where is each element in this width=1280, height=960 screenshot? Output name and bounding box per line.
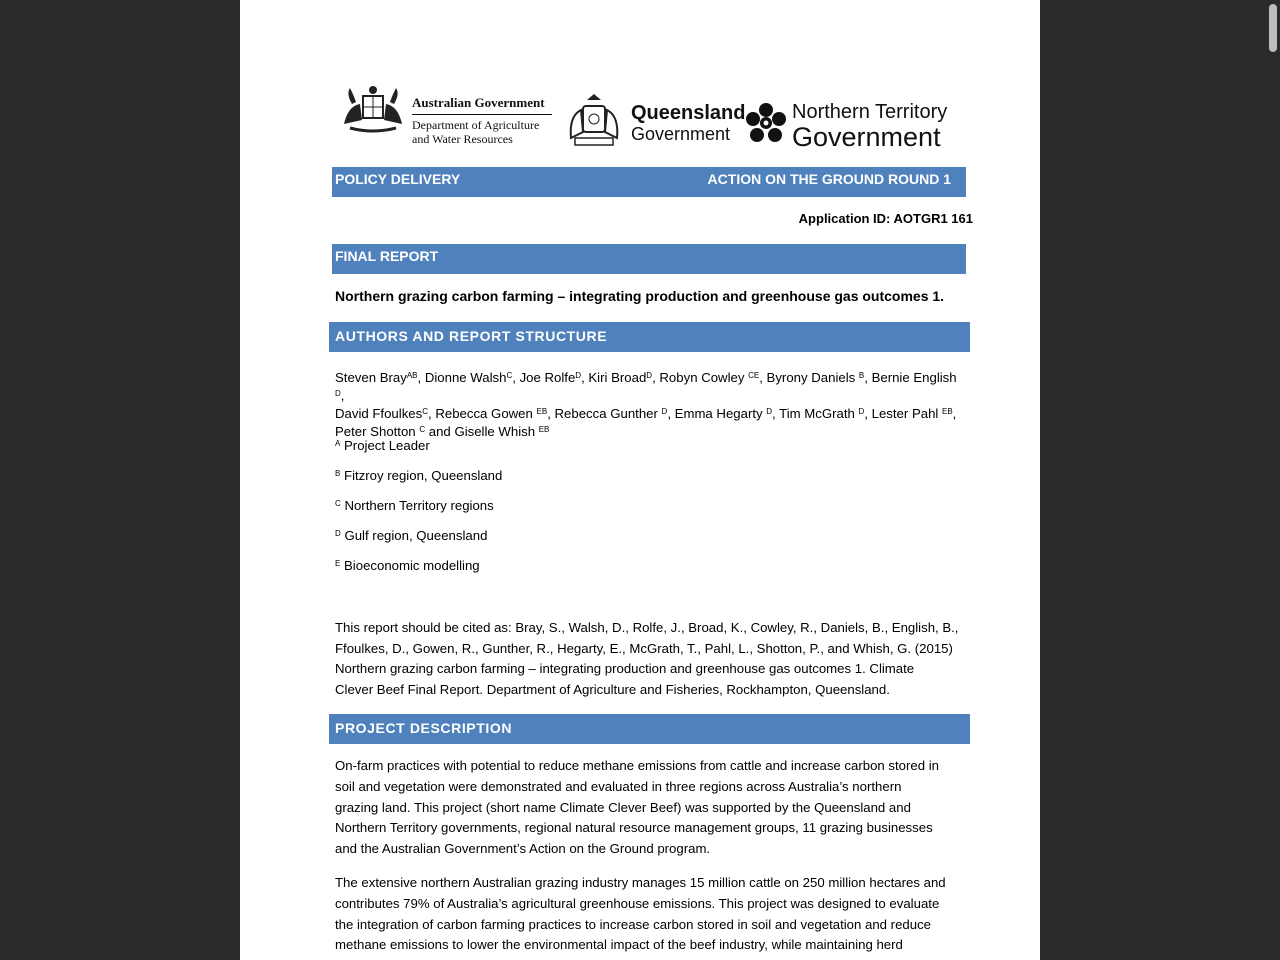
affiliation-e (335, 557, 480, 575)
authors-heading: AUTHORS AND REPORT STRUCTURE (329, 322, 970, 352)
affiliation-b (335, 467, 502, 485)
affiliation-text: Gulf region, Queensland (344, 528, 488, 543)
affiliation-d (335, 527, 487, 545)
northern-territory-government-logo (746, 96, 966, 154)
department-name (412, 118, 562, 146)
paragraph-line: The extensive northern Australian grazing industry manages 15 million cattle on 250 million hectares and (335, 875, 946, 890)
affiliation-a (335, 437, 430, 455)
author-affiliation: C (506, 371, 513, 380)
affiliation-key: A (335, 439, 341, 448)
affiliation-text: Fitzroy region, Queensland (344, 468, 503, 483)
paragraph-line: contributes 79% of Australia’s agricultural greenhouse emissions. This project was designed to evaluate (335, 895, 940, 911)
desert-rose-icon (746, 102, 786, 150)
paragraph-line: soil and vegetation were demonstrated and evaluated in three regions across Australia’s northern (335, 778, 902, 794)
author-name: Byrony Daniels (766, 370, 859, 385)
description-paragraph-2 (335, 873, 963, 956)
author-name: Giselle Whish (454, 424, 539, 439)
author-affiliation: EB (942, 407, 953, 416)
northern-territory-government-label: Government (792, 122, 941, 152)
author-name: Peter Shotton (335, 424, 420, 439)
final-report-heading: FINAL REPORT (332, 244, 966, 274)
author-name: Lester Pahl (871, 406, 942, 421)
affiliation-key: C (335, 499, 341, 508)
affiliation-text: Project Leader (344, 438, 430, 453)
department-line-2: and Water Resources (412, 132, 513, 146)
author-affiliation: AB (406, 371, 418, 380)
paragraph-line: methane emissions to lower the environmental impact of the beef industry, while maintaining herd (335, 937, 903, 953)
author-affiliation: CE (748, 371, 760, 380)
affiliation-key: B (335, 469, 341, 478)
author-name: David Ffoulkes (335, 406, 423, 421)
author-affiliation: D (661, 407, 668, 416)
department-line-1: Department of Agriculture (412, 118, 540, 132)
policy-delivery-label: POLICY DELIVERY (335, 171, 461, 187)
author-affiliation: C (419, 425, 426, 434)
scrollbar-thumb[interactable] (1269, 4, 1277, 52)
affiliation-key: D (335, 529, 341, 538)
queensland-government-logo (565, 90, 745, 154)
paragraph-line: Northern Territory governments, regional natural resource management groups, 11 grazing businesses (335, 820, 933, 836)
logo-divider (412, 114, 552, 115)
author-affiliation: B (858, 371, 865, 380)
policy-delivery-bar (332, 167, 966, 197)
author-affiliation: D (858, 407, 865, 416)
northern-territory-name: Northern Territory (792, 101, 948, 123)
author-name: Robyn Cowley (659, 370, 749, 385)
application-id: Application ID: AOTGR1 161 (798, 211, 973, 226)
citation-line: Clever Beef Final Report. Department of Agriculture and Fisheries, Rockhampton, Queensland. (335, 681, 890, 697)
author-affiliation: EB (538, 425, 550, 434)
citation-line: This report should be cited as: Bray, S., Walsh, D., Rolfe, J., Broad, K., Cowley, R., Daniels, B., English, B., (335, 620, 959, 635)
affiliation-text: Northern Territory regions (344, 498, 494, 513)
paragraph-line: On-farm practices with potential to reduce methane emissions from cattle and increase carbon stored in (335, 758, 939, 773)
author-name: Emma Hegarty (674, 406, 767, 421)
author-affiliation: D (335, 389, 341, 398)
author-name: Joe Rolfe (519, 370, 576, 385)
author-name: Rebecca Gunther (554, 406, 662, 421)
government-logos (336, 82, 966, 154)
citation-paragraph (335, 618, 963, 700)
author-name: Kiri Broad (588, 370, 647, 385)
affiliation-c (335, 497, 494, 515)
affiliation-key: E (335, 559, 341, 568)
queensland-government-label: Government (631, 124, 731, 144)
queensland-name: Queensland (631, 102, 746, 124)
author-name: Tim McGrath (779, 406, 859, 421)
australian-government-title: Australian Government (412, 95, 545, 110)
paragraph-line: grazing land. This project (short name Climate Clever Beef) was supported by the Queensland and (335, 799, 911, 815)
australian-government-logo (336, 82, 554, 154)
author-affiliation: D (575, 371, 582, 380)
report-title: Northern grazing carbon farming – integrating production and greenhouse gas outcomes 1. (335, 288, 945, 304)
author-affiliation: C (422, 407, 429, 416)
author-name: Dionne Walsh (424, 370, 507, 385)
author-name: Bernie English (871, 370, 957, 385)
author-list: Steven Bray$^{AB}$, Dionne Walsh$^C$, Joe Rolfe$^D$, Kiri Broad$^D$, Robyn Cowley $^{CE}$, Byrony Daniels $^B$, Bernie English $^D$, David Ffoulkes$^C$, Rebecca Gowen $^{EB}$, Rebecca Gunther $^D$, Emma Hegarty $^D$, Tim McGrath $^D$, Lester Pahl $^{EB}$, Peter Shotton $^C$ and Giselle Whish $^{EB}$ (335, 370, 957, 439)
document-page (240, 0, 1040, 960)
author-affiliation: EB (536, 407, 548, 416)
coat-of-arms-icon (338, 84, 408, 134)
citation-line: Northern grazing carbon farming – integrating production and greenhouse gas outcomes 1. Climate (335, 661, 915, 677)
project-description-heading: PROJECT DESCRIPTION (329, 714, 970, 744)
author-name: Steven Bray (335, 370, 407, 385)
citation-line: Ffoulkes, D., Gowen, R., Gunther, R., Hegarty, E., McGrath, T., Pahl, L., Shotton, P., and Whish, G. (2015) (335, 640, 953, 656)
paragraph-line: the integration of carbon farming practices to increase carbon stored in soil and vegetation and reduce (335, 916, 931, 932)
vertical-scrollbar[interactable] (1266, 0, 1280, 960)
author-affiliation: D (646, 371, 653, 380)
description-paragraph-1 (335, 756, 963, 860)
author-name: Rebecca Gowen (435, 406, 537, 421)
affiliation-text: Bioeconomic modelling (344, 558, 480, 573)
author-affiliation: D (766, 407, 773, 416)
paragraph-line: and the Australian Government’s Action on the Ground program. (335, 841, 711, 857)
program-round-label: ACTION ON THE GROUND ROUND 1 (707, 171, 951, 187)
queensland-crest-icon (565, 92, 623, 150)
